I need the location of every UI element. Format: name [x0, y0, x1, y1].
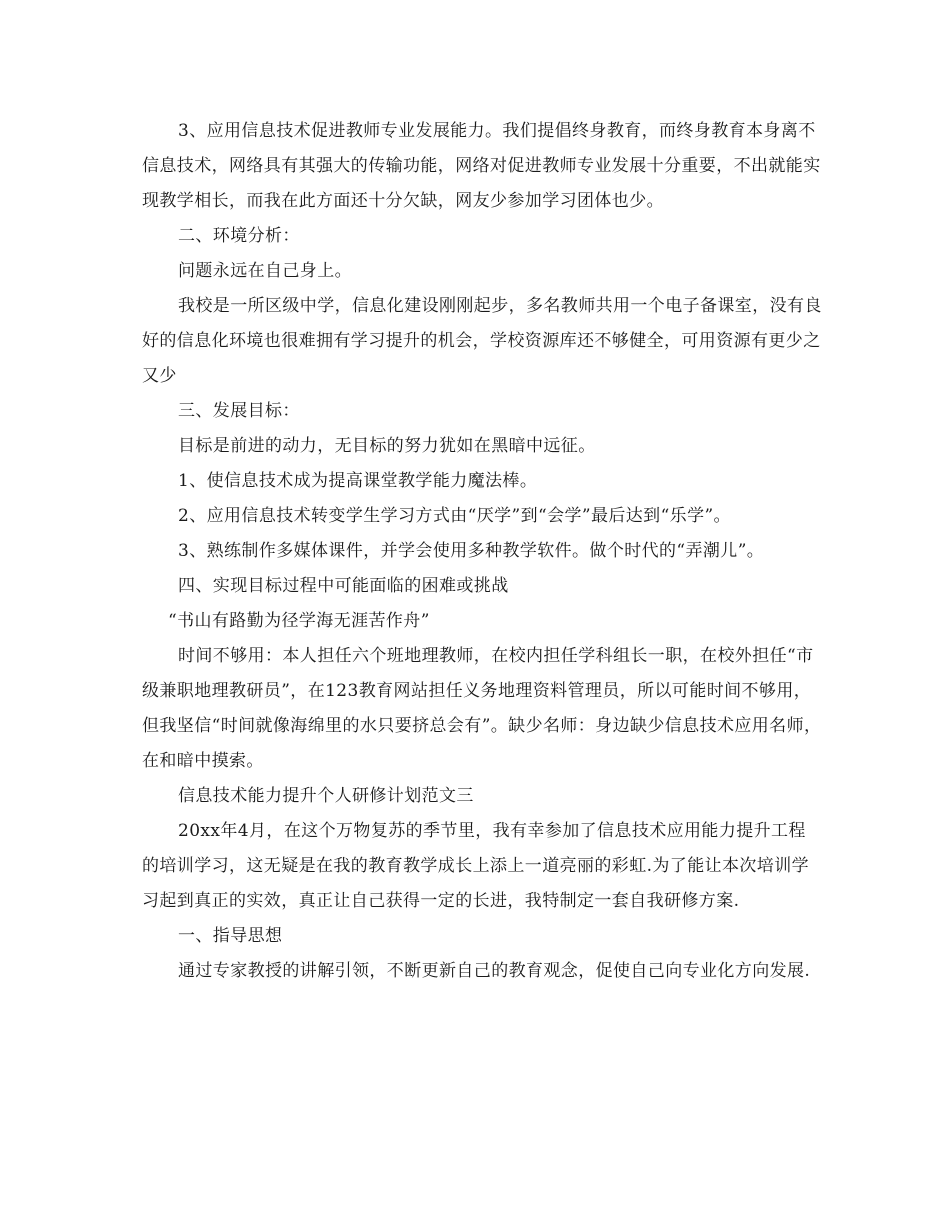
document-body — [142, 114, 822, 989]
section-heading-environment: 二、环境分析： — [178, 226, 300, 246]
article-title: 信息技术能力提升个人研修计划范文三 — [178, 786, 474, 806]
section-heading-goals: 三、发展目标： — [178, 401, 300, 421]
section-heading-challenges: 四、实现目标过程中可能面临的困难或挑战 — [178, 576, 509, 596]
paragraph: 20xx年4月，在这个万物复苏的季节里，我有幸参加了信息技术应用能力提升工程的培训学习，这无疑是在我的教育教学成长上添上一道亮丽的彩虹.为了能让本次培训学习起到真正的实效，真正让自己获得一定的长进，我特制定一套自我研修方案. — [142, 821, 810, 911]
quote-line: “书山有路勤为径学海无涯苦作舟” — [168, 611, 430, 631]
paragraph: 时间不够用：本人担任六个班地理教师，在校内担任学科组长一职，在校外担任“市级兼职地理教研员”，在123教育网站担任义务地理资料管理员，所以可能时间不够用，但我坚信“时间就像海绵里的水只要挤总会有”。缺少名师：身边缺少信息技术应用名师，在和暗中摸索。 — [142, 646, 822, 771]
paragraph: 目标是前进的动力，无目标的努力犹如在黑暗中远征。 — [178, 436, 596, 456]
paragraph: 通过专家教授的讲解引领，不断更新自己的教育观念，促使自己向专业化方向发展. — [178, 961, 811, 981]
section-heading-guiding-thought: 一、指导思想 — [178, 926, 283, 946]
list-item: 2、应用信息技术转变学生学习方式由“厌学”到“会学”最后达到“乐学”。 — [178, 506, 731, 526]
paragraph: 问题永远在自己身上。 — [178, 261, 352, 281]
paragraph: 我校是一所区级中学，信息化建设刚刚起步，多名教师共用一个电子备课室，没有良好的信息化环境也很难拥有学习提升的机会，学校资源库还不够健全，可用资源有更少之又少 — [142, 296, 822, 386]
list-item: 1、使信息技术成为提高课堂教学能力魔法棒。 — [178, 471, 538, 491]
list-item: 3、熟练制作多媒体课件，并学会使用多种教学软件。做个时代的“弄潮儿”。 — [178, 541, 765, 561]
paragraph-item-3: 3、应用信息技术促进教师专业发展能力。我们提倡终身教育，而终身教育本身离不信息技术，网络具有其强大的传输功能，网络对促进教师专业发展十分重要，不出就能实现教学相长，而我在此方面还十分欠缺，网友少参加学习团体也少。 — [142, 121, 821, 211]
